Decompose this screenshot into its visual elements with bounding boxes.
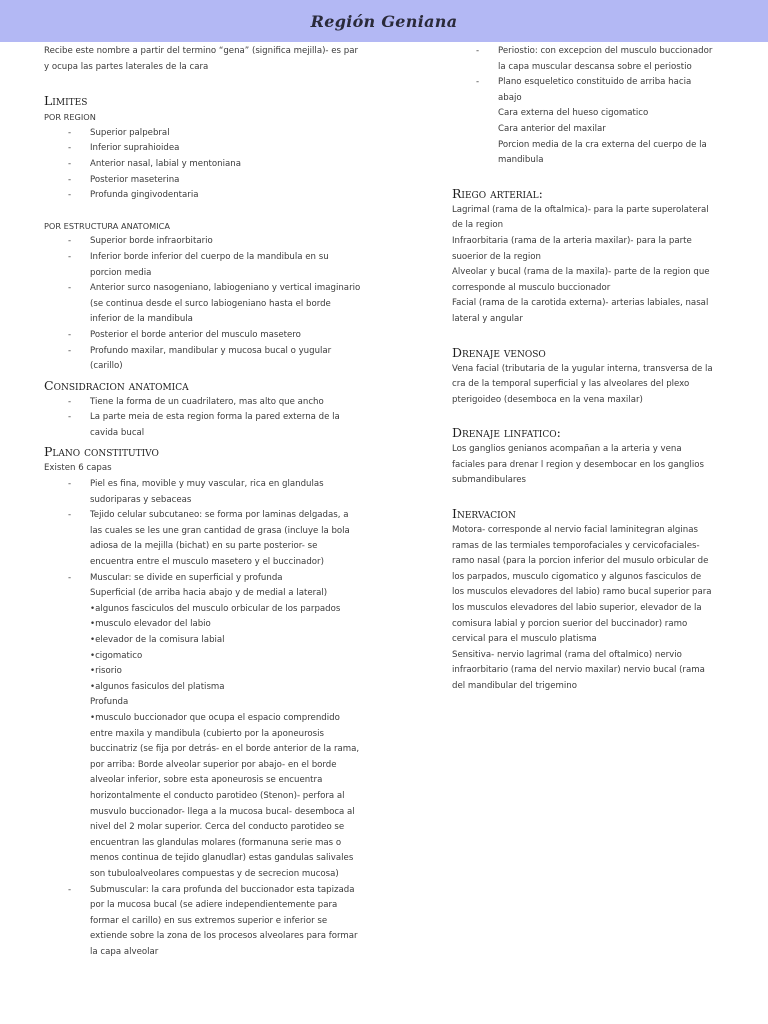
list-item: - La parte meia de esta region forma la pared externa de la cavida bucal (44, 410, 362, 441)
muscular-line: •algunos fasciculos del musculo orbicular de los parpados (90, 603, 341, 614)
por-estructura-label: POR ESTRUCTURA ANATOMICA (44, 220, 170, 231)
inervacion-body (452, 523, 714, 695)
list-item-esqueletico (452, 75, 714, 169)
riego-line: Facial (rama de la carotida externa)- arterias labiales, nasal lateral y angular (452, 298, 709, 324)
list-item: - Tiene la forma de un cuadrilatero, mas alto que ancho (44, 395, 362, 411)
plano-continuation-list (452, 44, 714, 169)
list-item: - Posterior maseterina (44, 173, 362, 189)
right-column (452, 44, 714, 695)
muscular-line: •musculo elevador del labio (90, 619, 211, 630)
venoso-text: Vena facial (tributaria de la yugular interna, transversa de la cra de la temporal superficial y las alveolares del plexo pterigoideo (desemboca en la vena maxilar) (452, 363, 713, 405)
muscular-line: •risorio (90, 666, 122, 677)
list-item: - Tejido celular subcutaneo: se forma por laminas delgadas, a las cuales se les une gran cantidad de grasa (incluye la bola adiosa de la mejilla (bichat) en su parte posterior- se encuentra entre el musculo masetero y el buccinador) (44, 508, 362, 570)
esqueletico-line: Cara anterior del maxilar (498, 123, 606, 134)
plano-heading: Plano constitutivo (44, 444, 159, 460)
list-item: - Piel es fina, movible y muy vascular, rica en glandulas sudoriparas y sebaceas (44, 477, 362, 508)
muscular-line: •cigomatico (90, 650, 143, 661)
muscular-line: Superficial (de arriba hacia abajo y de medial a lateral) (90, 588, 328, 599)
esqueletico-line: Cara externa del hueso cigomatico (498, 108, 649, 119)
muscular-line: •elevador de la comisura labial (90, 635, 225, 645)
riego-body (452, 203, 714, 328)
por-estructura-list (44, 234, 362, 374)
esqueletico-line: - Plano esqueletico constituido de arriba hacia abajo (498, 77, 692, 103)
list-item: - Superior palpebral (44, 126, 362, 142)
muscular-line: •algunos fasiculos del platisma (90, 681, 225, 692)
list-item: - Periostio: con excepcion del musculo buccionador la capa muscular descansa sobre el periostio (452, 44, 714, 75)
consideracion-heading: Considracion anatomica (44, 377, 189, 393)
list-item: - Inferior suprahioidea (44, 141, 362, 157)
list-item: - Anterior surco nasogeniano, labiogeniano y vertical imaginario (se continua desde el surco labiogeniano hasta el borde inferior de la mandibula (44, 281, 362, 328)
intro-paragraph: Recibe este nombre a partir del termino “gena” (significa mejilla)- es par y ocupa las partes laterales de la cara (44, 46, 359, 72)
list-item: - Inferior borde inferior del cuerpo de la mandibula en su porcion media (44, 250, 362, 281)
inervacion-line: Sensitiva- nervio lagrimal (rama del oftalmico) nervio infraorbitario (rama del nervio maxilar) nervio bucal (rama del mandibular del trigemino (452, 649, 705, 691)
page-title: Región Geniana (310, 11, 458, 31)
muscular-line: •musculo buccionador que ocupa el espacio comprendido entre maxila y mandibula (cubierto por la aponeurosis buccinatriz (se fija por detrás- en el borde anterior de la rama, por arriba: Borde alveolar superior por abajo- en el borde alveolar inferior, sobre esta aponeurosis se encuentra horizontalmente el conducto parotideo (Stenon)- perfora al musvulo buccionador- llega a la mucosa bucal- desemboca al nivel del 2 molar superior. Cerca del conducto parotideo se encuentran las glandulas molares (formanuna serie mas o menos continua de tejido glanudlar) estas gandulas salivales son tubuloalveolares compuestas y de secrecion mucosa) (90, 712, 360, 879)
list-item: - Profundo maxilar, mandibular y mucosa bucal o yugular (carillo) (44, 344, 362, 375)
inervacion-line: Motora- corresponde al nervio facial laminitegran alginas ramas de las termiales temporofaciales y cervicofaciales- ramo nasal (para la porcion inferior del musulo orbicular de los parpados, musculo cigomatico y algunos fasciculos de los musculos elevadores del labio) ramo bucal superior para los musculos elevadores del labio superior, elevador de la comisura labial y porcion suerior del buccinador) ramo cervical para el musculo platisma (452, 525, 712, 645)
muscular-line: Profunda (90, 697, 129, 708)
title-banner (0, 0, 768, 42)
venoso-heading: Drenaje venoso (452, 344, 546, 360)
list-item: - Posterior el borde anterior del musculo masetero (44, 328, 362, 344)
riego-heading: Riego arterial: (452, 185, 543, 201)
riego-line: Infraorbitaria (rama de la arteria maxilar)- para la parte suoerior de la region (452, 235, 692, 262)
list-item: - Anterior nasal, labial y mentoniana (44, 157, 362, 173)
riego-line: Alveolar y bucal (rama de la maxila)- parte de la region que corresponde al musculo buccionador (452, 267, 710, 293)
riego-line: Lagrimal (rama de la oftalmica)- para la parte superolateral de la region (452, 204, 709, 231)
capas-label: Existen 6 capas (44, 463, 112, 474)
por-region-label: POR REGION (44, 112, 96, 123)
linfatico-text: Los ganglios genianos acompañan a la arteria y vena faciales para drenar l region y desembocar en los ganglios submandibulares (452, 444, 705, 486)
inervacion-heading: Inervacion (452, 506, 516, 522)
list-item: - Profunda gingivodentaria (44, 188, 362, 204)
muscular-line: - Muscular: se divide en superficial y profunda (90, 572, 283, 583)
list-item: - Submuscular: la cara profunda del buccionador esta tapizada por la mucosa bucal (se adiere independientemente para formar el carillo) en sus extremos superior e inferior se extiende sobre la zona de los procesos alveolares para formar la capa alveolar (44, 883, 362, 961)
esqueletico-line: Porcion media de la cra externa del cuerpo de la mandibula (498, 139, 707, 166)
por-region-list (44, 126, 362, 204)
list-item: - Superior borde infraorbitario (44, 234, 362, 250)
left-column (44, 44, 362, 960)
linfatico-heading: Drenaje linfatico: (452, 425, 561, 441)
list-item-muscular (44, 571, 362, 883)
plano-list (44, 477, 362, 960)
limites-heading: Limites (44, 93, 88, 109)
consideracion-list (44, 395, 362, 442)
